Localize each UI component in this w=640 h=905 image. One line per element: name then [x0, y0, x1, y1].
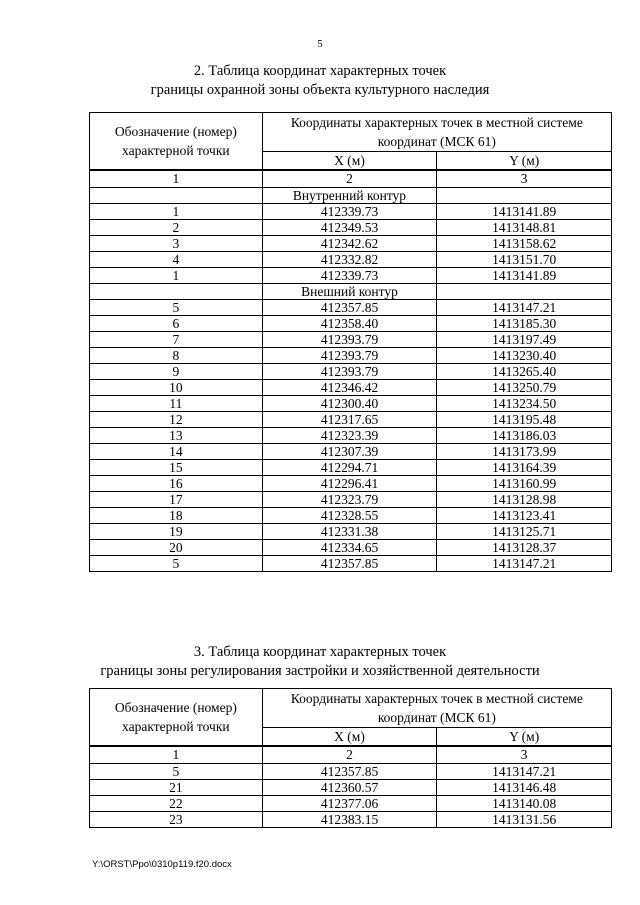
- header-y: Y (м): [437, 728, 612, 747]
- x-coordinate: 412300.40: [262, 396, 437, 412]
- y-coordinate: 1413197.49: [437, 332, 612, 348]
- table3-title-line2: границы зоны регулирования застройки и хозяйственной деятельности: [100, 663, 540, 679]
- header-coordinates: Координаты характерных точек в местной системе координат (МСК 61): [262, 113, 611, 152]
- table-row: [90, 204, 612, 220]
- column-number: 2: [262, 746, 437, 764]
- x-coordinate: 412332.82: [262, 252, 437, 268]
- table-row: [90, 380, 612, 396]
- point-number: 14: [90, 444, 263, 460]
- point-number: 9: [90, 364, 263, 380]
- x-coordinate: 412358.40: [262, 316, 437, 332]
- x-coordinate: 412357.85: [262, 556, 437, 572]
- point-number: 10: [90, 380, 263, 396]
- empty-cell: [90, 284, 263, 300]
- point-number: 6: [90, 316, 263, 332]
- y-coordinate: 1413230.40: [437, 348, 612, 364]
- y-coordinate: 1413147.21: [437, 556, 612, 572]
- x-coordinate: 412339.73: [262, 204, 437, 220]
- x-coordinate: 412296.41: [262, 476, 437, 492]
- table-row: [90, 524, 612, 540]
- section-label: Внешний контур: [262, 284, 437, 300]
- y-coordinate: 1413123.41: [437, 508, 612, 524]
- y-coordinate: 1413128.98: [437, 492, 612, 508]
- x-coordinate: 412323.79: [262, 492, 437, 508]
- y-coordinate: 1413148.81: [437, 220, 612, 236]
- y-coordinate: 1413160.99: [437, 476, 612, 492]
- y-coordinate: 1413128.37: [437, 540, 612, 556]
- point-number: 11: [90, 396, 263, 412]
- y-coordinate: 1413125.71: [437, 524, 612, 540]
- y-coordinate: 1413151.70: [437, 252, 612, 268]
- y-coordinate: 1413173.99: [437, 444, 612, 460]
- table-row: [90, 764, 612, 780]
- x-coordinate: 412346.42: [262, 380, 437, 396]
- x-coordinate: 412317.65: [262, 412, 437, 428]
- table2-coordinates: [89, 112, 612, 572]
- page-number: 5: [317, 38, 323, 50]
- table-row: [90, 508, 612, 524]
- table-row: [90, 796, 612, 812]
- header-x: X (м): [262, 728, 437, 747]
- empty-cell: [90, 188, 263, 204]
- table-row: [90, 220, 612, 236]
- point-number: 7: [90, 332, 263, 348]
- table-row: [90, 812, 612, 828]
- header-x: X (м): [262, 152, 437, 171]
- column-number: 3: [437, 746, 612, 764]
- point-number: 1: [90, 204, 263, 220]
- table-row: [90, 476, 612, 492]
- x-coordinate: 412334.65: [262, 540, 437, 556]
- point-number: 15: [90, 460, 263, 476]
- table-row: [90, 460, 612, 476]
- table-row: [90, 396, 612, 412]
- table-row: [90, 364, 612, 380]
- y-coordinate: 1413185.30: [437, 316, 612, 332]
- y-coordinate: 1413147.21: [437, 764, 612, 780]
- column-number: 3: [437, 170, 612, 188]
- point-number: 8: [90, 348, 263, 364]
- x-coordinate: 412357.85: [262, 300, 437, 316]
- y-coordinate: 1413234.50: [437, 396, 612, 412]
- section-label: Внутренний контур: [262, 188, 437, 204]
- x-coordinate: 412393.79: [262, 332, 437, 348]
- x-coordinate: 412331.38: [262, 524, 437, 540]
- column-number: 1: [90, 746, 263, 764]
- y-coordinate: 1413265.40: [437, 364, 612, 380]
- x-coordinate: 412328.55: [262, 508, 437, 524]
- point-number: 1: [90, 268, 263, 284]
- document-file-path: Y:\ORST\Ppo\0310p119.f20.docx: [92, 859, 232, 870]
- x-coordinate: 412393.79: [262, 348, 437, 364]
- table3-title-line1: 3. Таблица координат характерных точек: [193, 644, 447, 660]
- section-row: [90, 188, 612, 204]
- y-coordinate: 1413164.39: [437, 460, 612, 476]
- header-point-designation: Обозначение (номер) характерной точки: [90, 689, 263, 747]
- table-row: [90, 428, 612, 444]
- table3-coordinates: [89, 688, 612, 828]
- y-coordinate: 1413131.56: [437, 812, 612, 828]
- x-coordinate: 412323.39: [262, 428, 437, 444]
- x-coordinate: 412307.39: [262, 444, 437, 460]
- table-row: [90, 492, 612, 508]
- point-number: 16: [90, 476, 263, 492]
- x-coordinate: 412377.06: [262, 796, 437, 812]
- point-number: 17: [90, 492, 263, 508]
- header-y: Y (м): [437, 152, 612, 171]
- point-number: 21: [90, 780, 263, 796]
- column-number: 1: [90, 170, 263, 188]
- y-coordinate: 1413146.48: [437, 780, 612, 796]
- point-number: 13: [90, 428, 263, 444]
- point-number: 12: [90, 412, 263, 428]
- x-coordinate: 412339.73: [262, 268, 437, 284]
- table-row: [90, 300, 612, 316]
- point-number: 2: [90, 220, 263, 236]
- x-coordinate: 412383.15: [262, 812, 437, 828]
- point-number: 3: [90, 236, 263, 252]
- table-row: [90, 348, 612, 364]
- table3-title: [0, 643, 640, 681]
- table-row: [90, 540, 612, 556]
- table2-title-line2: границы охранной зоны объекта культурного наследия: [150, 82, 490, 98]
- table2-title: [0, 62, 640, 100]
- table-row: [90, 412, 612, 428]
- y-coordinate: 1413141.89: [437, 268, 612, 284]
- point-number: 23: [90, 812, 263, 828]
- header-point-designation: Обозначение (номер) характерной точки: [90, 113, 263, 171]
- point-number: 18: [90, 508, 263, 524]
- section-row: [90, 284, 612, 300]
- point-number: 20: [90, 540, 263, 556]
- table2-title-line1: 2. Таблица координат характерных точек: [193, 63, 447, 79]
- column-number: 2: [262, 170, 437, 188]
- y-coordinate: 1413250.79: [437, 380, 612, 396]
- x-coordinate: 412349.53: [262, 220, 437, 236]
- x-coordinate: 412294.71: [262, 460, 437, 476]
- y-coordinate: 1413186.03: [437, 428, 612, 444]
- point-number: 4: [90, 252, 263, 268]
- table-row: [90, 268, 612, 284]
- table-row: [90, 332, 612, 348]
- empty-cell: [437, 284, 612, 300]
- point-number: 5: [90, 764, 263, 780]
- point-number: 5: [90, 300, 263, 316]
- empty-cell: [437, 188, 612, 204]
- x-coordinate: 412393.79: [262, 364, 437, 380]
- y-coordinate: 1413140.08: [437, 796, 612, 812]
- table-row: [90, 780, 612, 796]
- table-row: [90, 252, 612, 268]
- table-row: [90, 316, 612, 332]
- y-coordinate: 1413141.89: [437, 204, 612, 220]
- y-coordinate: 1413147.21: [437, 300, 612, 316]
- x-coordinate: 412342.62: [262, 236, 437, 252]
- table-row: [90, 444, 612, 460]
- y-coordinate: 1413158.62: [437, 236, 612, 252]
- point-number: 19: [90, 524, 263, 540]
- x-coordinate: 412357.85: [262, 764, 437, 780]
- x-coordinate: 412360.57: [262, 780, 437, 796]
- point-number: 5: [90, 556, 263, 572]
- table-row: [90, 236, 612, 252]
- header-coordinates: Координаты характерных точек в местной системе координат (МСК 61): [262, 689, 611, 728]
- point-number: 22: [90, 796, 263, 812]
- table-row: [90, 556, 612, 572]
- y-coordinate: 1413195.48: [437, 412, 612, 428]
